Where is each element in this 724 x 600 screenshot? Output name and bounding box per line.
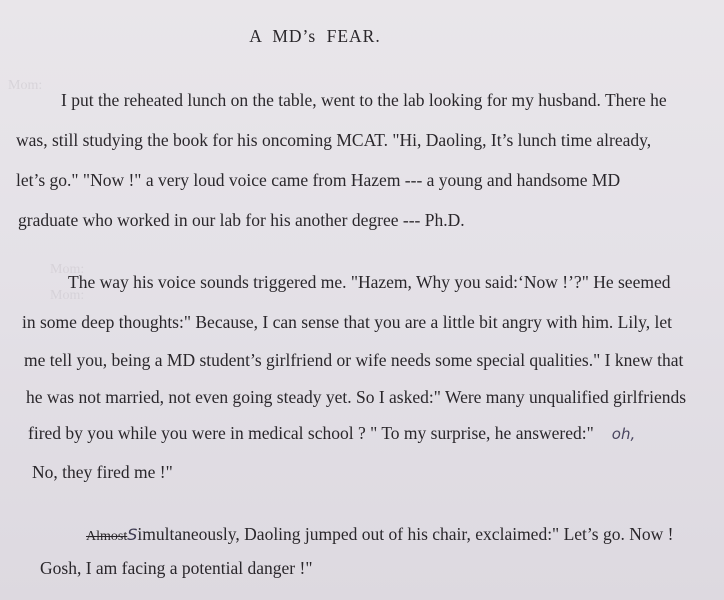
- bleedthrough-text: Mom:: [8, 78, 43, 93]
- paragraph-2-line-6: No, they fired me !": [32, 462, 173, 482]
- paragraph-2-line-3: me tell you, being a MD student’s girlfriend or wife needs some special qualities." I knew that: [24, 350, 684, 370]
- page-title: A MD’s FEAR.: [249, 26, 381, 46]
- paragraph-2-line-1: The way his voice sounds triggered me. "Hazem, Why you said:‘Now !’?" He seemed: [68, 272, 671, 292]
- handwritten-correction: S: [127, 525, 138, 544]
- paragraph-1-line-2: was, still studying the book for his oncoming MCAT. "Hi, Daoling, It’s lunch time already,: [16, 130, 652, 150]
- paragraph-2-line-4: he was not married, not even going steady yet. So I asked:" Were many unqualified girlfriends: [26, 387, 687, 407]
- paragraph-3-line-1: [86, 524, 673, 545]
- paragraph-1-line-4: graduate who worked in our lab for his another degree --- Ph.D.: [18, 210, 465, 230]
- bleedthrough-text: Mom:: [50, 262, 85, 277]
- paragraph-2-line-5-text: fired by you while you were in medical school ? " To my surprise, he answered:": [28, 423, 594, 443]
- paragraph-2-line-5: [28, 423, 635, 444]
- paragraph-3-line-2: Gosh, I am facing a potential danger !": [40, 558, 313, 578]
- paragraph-1-line-1: I put the reheated lunch on the table, went to the lab looking for my husband. There he: [61, 90, 667, 110]
- handwritten-insert: oh,: [611, 425, 636, 443]
- bleedthrough-text: Mom:: [50, 288, 85, 303]
- paragraph-3-line-1-text: imultaneously, Daoling jumped out of his chair, exclaimed:" Let’s go. Now !: [137, 524, 674, 544]
- struck-word: Almost: [86, 529, 128, 544]
- paragraph-2-line-2: in some deep thoughts:" Because, I can sense that you are a little bit angry with him. Lily, let: [22, 312, 672, 332]
- paragraph-1-line-3: let’s go." "Now !" a very loud voice came from Hazem --- a young and handsome MD: [16, 170, 621, 190]
